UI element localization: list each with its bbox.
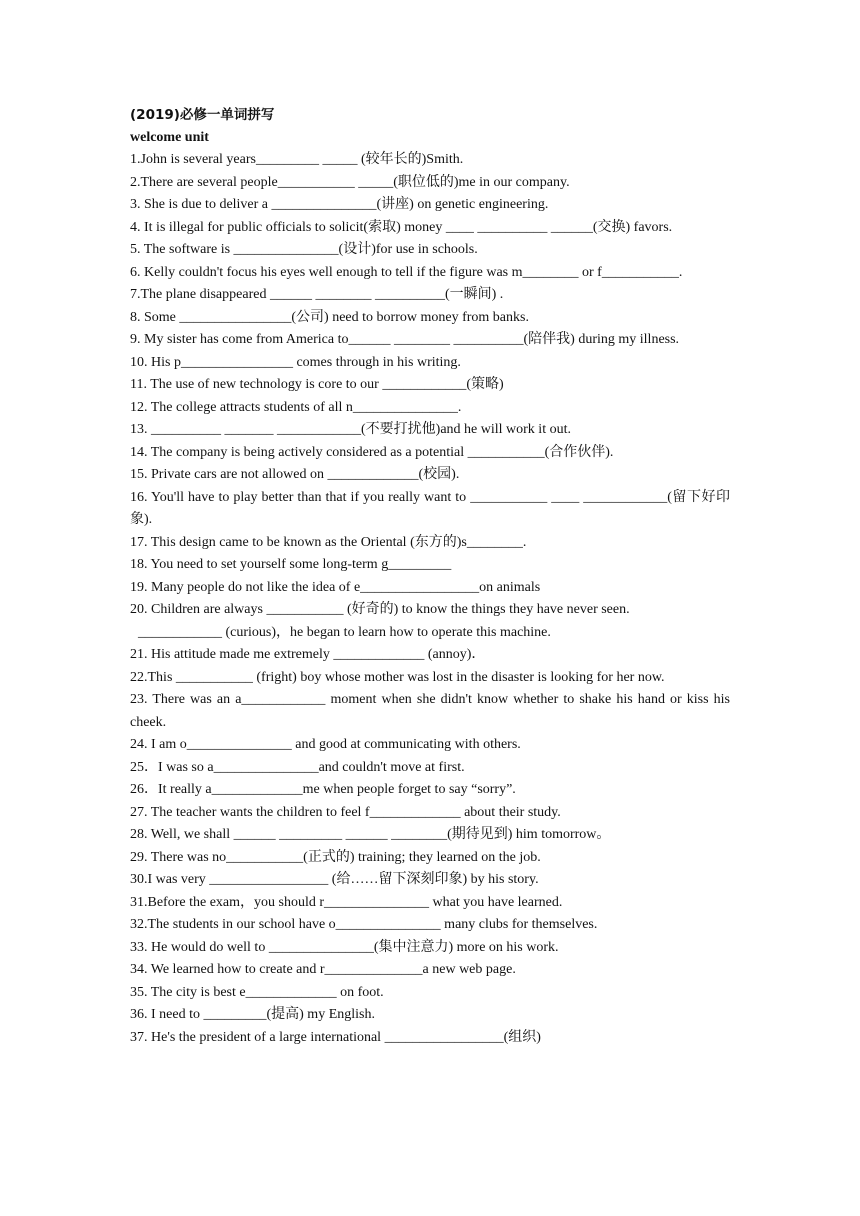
- question-10: 10. His p________________ comes through in his writing.: [130, 354, 461, 370]
- question-15: 15. Private cars are not allowed on _____________(校园).: [130, 467, 460, 482]
- unit-heading: welcome unit: [130, 129, 209, 145]
- question-13: 13. __________ _______ ____________(不要打扰他)and he will work it out.: [130, 422, 571, 437]
- question-20-continuation: ____________ (curious)，he began to learn how to operate this machine.: [138, 624, 551, 640]
- question-8: 8. Some ________________(公司) need to borrow money from banks.: [130, 309, 529, 325]
- question-3: 3. She is due to deliver a _______________(讲座) on genetic engineering.: [130, 197, 549, 212]
- question-35: 35. The city is best e_____________ on foot.: [130, 984, 384, 1000]
- question-17: 17. This design came to be known as the Oriental (东方的)s________.: [130, 534, 527, 550]
- question-23: 23. There was an a____________ moment when she didn't know whether to shake his hand or kiss his cheek.: [130, 692, 730, 730]
- question-25: 25．I was so a_______________and couldn't move at first.: [130, 759, 465, 775]
- question-18: 18. You need to set yourself some long-term g_________: [130, 557, 452, 572]
- worksheet-content: [130, 104, 730, 1049]
- question-31: 31.Before the exam，you should r_______________ what you have learned.: [130, 894, 563, 910]
- question-29: 29. There was no___________(正式的) training; they learned on the job.: [130, 849, 541, 865]
- question-16: 16. You'll have to play better than that if you really want to ___________ ____ ____________(留下好印象).: [130, 489, 730, 527]
- question-4: 4. It is illegal for public officials to solicit(索取) money ____ __________ ______(交换) favors.: [130, 219, 673, 235]
- question-28: 28. Well, we shall ______ _________ ______ ________(期待见到) him tomorrow。: [130, 827, 611, 842]
- question-2: 2.There are several people___________ _____(职位低的)me in our company.: [130, 174, 570, 190]
- question-11: 11. The use of new technology is core to our ____________(策略): [130, 377, 504, 392]
- question-33: 33. He would do well to _______________(集中注意力) more on his work.: [130, 939, 559, 955]
- question-7: 7.The plane disappeared ______ ________ __________(一瞬间) .: [130, 287, 504, 302]
- question-27: 27. The teacher wants the children to feel f_____________ about their study.: [130, 804, 561, 820]
- question-20: 20. Children are always ___________ (好奇的) to know the things they have never seen.: [130, 602, 630, 617]
- question-34: 34. We learned how to create and r______________a new web page.: [130, 962, 516, 977]
- question-1: 1.John is several years_________ _____ (较年长的)Smith.: [130, 152, 464, 167]
- question-12: 12. The college attracts students of all n_______________.: [130, 399, 462, 415]
- question-21: 21. His attitude made me extremely _____________ (annoy)．: [130, 647, 486, 662]
- question-22: 22.This ___________ (fright) boy whose mother was lost in the disaster is looking for her now.: [130, 669, 665, 685]
- question-37: 37. He's the president of a large international _________________(组织): [130, 1029, 541, 1045]
- question-30: 30.I was very _________________ (给……留下深刻印象) by his story.: [130, 872, 539, 887]
- question-24: 24. I am o_______________ and good at communicating with others.: [130, 737, 521, 752]
- question-5: 5. The software is _______________(设计)for use in schools.: [130, 242, 478, 257]
- question-26: 26．It really a_____________me when people forget to say “sorry”.: [130, 782, 516, 797]
- worksheet-title: (2019)必修一单词拼写: [130, 107, 275, 123]
- question-9: 9. My sister has come from America to______ ________ __________(陪伴我) during my illness.: [130, 332, 680, 347]
- question-6: 6. Kelly couldn't focus his eyes well enough to tell if the figure was m________ or f___________.: [130, 264, 683, 280]
- question-36: 36. I need to _________(提高) my English.: [130, 1007, 375, 1022]
- question-32: 32.The students in our school have o_______________ many clubs for themselves.: [130, 917, 598, 932]
- question-14: 14. The company is being actively considered as a potential ___________(合作伙伴).: [130, 444, 614, 460]
- question-19: 19. Many people do not like the idea of e_________________on animals: [130, 579, 541, 595]
